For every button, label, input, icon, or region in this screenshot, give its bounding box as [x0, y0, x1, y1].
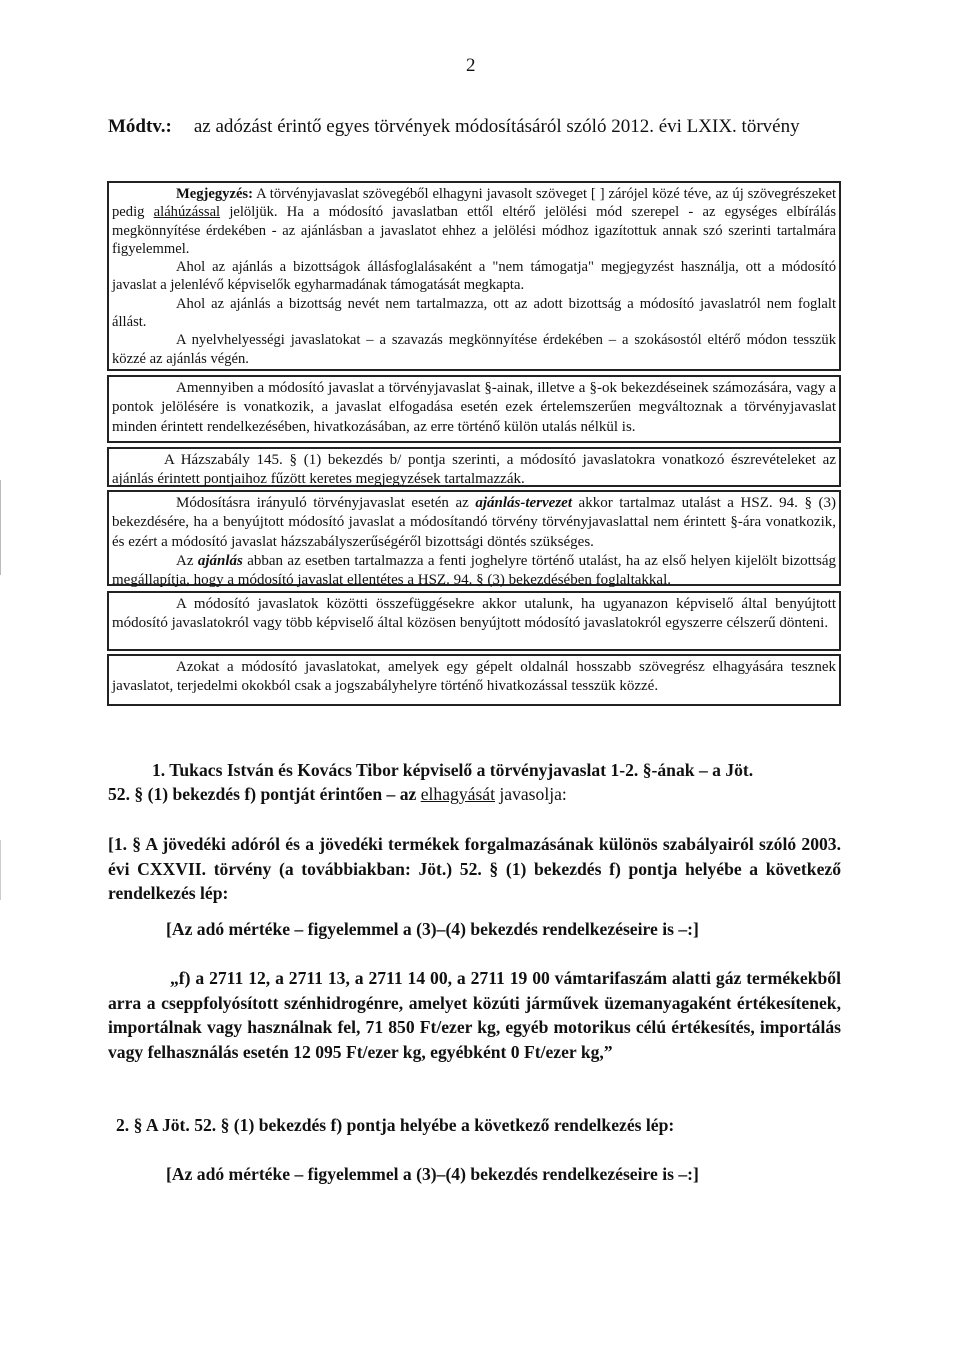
- heading-label: Módtv.:: [108, 116, 172, 137]
- emphasis-term: ajánlás-tervezet: [475, 495, 572, 511]
- item-1-quote: „f) a 2711 12, a 2711 13, a 2711 14 00, a 2711 19 00 vámtarifaszám alatti gáz termékekből arra a cseppfolyósított szénhidrogénre, amelyet közúti járművek üzemanyagaként értékesítenek, importálnak vagy használnak fel, 71 850 Ft/ezer kg, egyéb motorikus célú értékesítés, importálás vagy felhasználás esetén 12 095 Ft/ezer kg, egyébként 0 Ft/ezer kg,”: [108, 968, 841, 1062]
- item-2-bracket: [Az adó mértéke – figyelemmel a (3)–(4) bekezdés rendelkezéseire is –:]: [166, 1164, 699, 1184]
- hsz-notice-box: [107, 490, 841, 589]
- omission-notice: Azokat a módosító javaslatokat, amelyek egy gépelt oldalnál hosszabb szövegrész elhagyására tesznek javaslatot, terjedelmi okokból csak a jogszabályhelyre történő hivatkozással tesszük közzé.: [112, 659, 836, 695]
- note-box: [107, 181, 841, 371]
- house-rules-notice-box: [107, 447, 841, 487]
- scan-margin-mark: [0, 480, 1, 575]
- relations-notice-box: [107, 591, 841, 651]
- item-1-header: 1. Tukacs István és Kovács Tibor képviselő a törvényjavaslat 1-2. §-ának – a Jöt.: [152, 760, 754, 780]
- numbering-notice: Amennyiben a módosító javaslat a törvényjavaslat §-ainak, illetve a §-ok bekezdéseinek számozására, vagy a pontok jelölésére is vonatkozik, a javaslat elfogadása esetén ezek értelemszerűen megváltoznak a törvényjavaslat minden érintett rendelkezésében, hivatkozásában, az erre történő külön utalás nélkül is.: [112, 380, 836, 435]
- note-label: Megjegyzés:: [176, 186, 253, 202]
- note-text: A törvényjavaslat szövegéből elhagyni javasolt szöveget [ ] zárójel közé téve, az új szövegrészeket pedig: [112, 186, 836, 221]
- item-1-proposal: 52. § (1) bekezdés f) pontját érintően – az elhagyását javasolja:: [108, 784, 567, 804]
- page-number: 2: [466, 55, 476, 76]
- relations-notice: A módosító javaslatok közötti összefüggésekre akkor utalunk, ha ugyanazon képviselő által benyújtott módosító javaslatokról vagy több képviselő által közösen benyújtott módosító javaslatokról egyszerre célszerű dönteni.: [112, 596, 836, 632]
- numbering-notice-box: [107, 375, 841, 443]
- note-underlined: aláhúzással: [153, 204, 221, 221]
- item-2-header: 2. § A Jöt. 52. § (1) bekezdés f) pontja helyébe a következő rendelkezés lép:: [116, 1115, 675, 1135]
- note-paragraph-4: A nyelvhelyességi javaslatokat – a szavazás megkönnyítése érdekében – a szokásostól eltérő módon tesszük közzé az ajánlás végén.: [112, 332, 836, 367]
- omission-underlined: elhagyását: [420, 784, 495, 804]
- hsz-notice-1: Módosításra irányuló törvényjavaslat esetén az ajánlás-tervezet akkor tartalmaz utalást a HSZ. 94. § (3) bekezdésére, ha a benyújtott módosító javaslat a módosítandó törvény törvényjavaslattal nem érintett §-ára vonatkozik, és ezért a módosító javaslat házszabályszerűségéről bizottsági döntés szükséges.: [112, 495, 837, 550]
- heading-title: az adózást érintő egyes törvények módosításáról szóló 2012. évi LXIX. törvény: [193, 116, 800, 137]
- document-heading: [108, 116, 800, 138]
- omission-notice-box: [107, 654, 841, 706]
- emphasis-term-2: ajánlás: [197, 552, 243, 569]
- house-rules-notice: A Házszabály 145. § (1) bekezdés b/ pontja szerinti, a módosító javaslatokra vonatkozó észrevételeket az ajánlás érintett pontjaihoz fűzött keretes megjegyzések tartalmazzák.: [112, 452, 836, 488]
- item-1-bracket: [Az adó mértéke – figyelemmel a (3)–(4) bekezdés rendelkezéseire is –:]: [166, 919, 699, 939]
- hsz-notice-2: Az ajánlás abban az esetben tartalmazza a fenti joghelyre történő utalást, ha az első helyen kijelölt bizottság megállapítja, hogy a módosító javaslat ellentétes a HSZ. 94. § (3) bekezdésében foglaltakkal.: [112, 552, 836, 589]
- note-text-cont: jelöljük. Ha a módosító javaslatban ettől eltérő jelölési mód szerepel - az egységes elbírálás megkönnyítése érdekében - az ajánlásban a javaslatot ehhez a jelölési módhoz igazítottuk annak szó szerinti tartalmára figyelemmel.: [112, 204, 836, 257]
- item-1-amendment-text: [1. § A jövedéki adóról és a jövedéki termékek forgalmazásának különös szabályairól szóló 2003. évi CXXVII. törvény (a továbbiakban: Jöt.) 52. § (1) bekezdés f) pontja helyébe a következő rendelkezés lép:: [108, 834, 841, 903]
- scan-margin-mark-2: [0, 840, 1, 900]
- note-paragraph-3: Ahol az ajánlás a bizottság nevét nem tartalmazza, ott az adott bizottság a módosító javaslatról nem foglalt állást.: [112, 295, 836, 331]
- note-paragraph-2: Ahol az ajánlás a bizottságok állásfoglalásaként a "nem támogatja" megjegyzést használja, ott a módosító javaslat a jelenlévő képviselők egyharmadának támogatását megkapta.: [112, 259, 836, 294]
